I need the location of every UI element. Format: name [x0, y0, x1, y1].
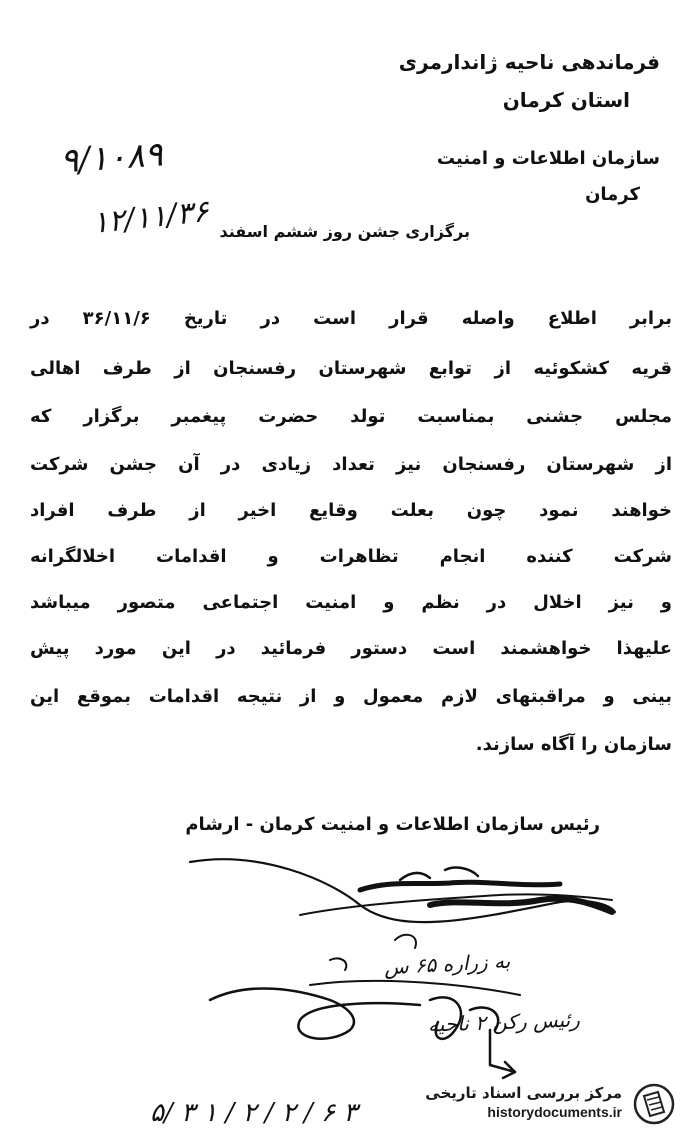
signature-title: رئیس سازمان اطلاعات و امنیت کرمان - ارشام	[185, 814, 600, 835]
body-line-10: سازمان را آگاه سازند.	[475, 734, 672, 755]
addressee-line-2: استان کرمان	[502, 88, 630, 112]
history-documents-logo-icon	[632, 1082, 676, 1126]
body-line-8: علیهذا خواهشمند است دستور فرمائید در این مورد پیش	[30, 638, 672, 659]
sender-line-1: سازمان اطلاعات و امنیت	[436, 148, 660, 169]
watermark-text-fa: مرکز بررسی اسناد تاریخی	[425, 1084, 622, 1102]
watermark-text-en: historydocuments.ir	[487, 1104, 622, 1120]
body-line-9: بینی و مراقبتهای لازم معمول و از نتیجه اقدامات بموقع این	[30, 686, 672, 707]
body-line-6: شرکت کننده انجام تظاهرات و اقدامات اخلالگرانه	[30, 546, 672, 567]
body-line-3: مجلس جشنی بمناسبت تولد حضرت پیغمبر برگزار که	[30, 406, 672, 427]
body-line-5: خواهند نمود چون بعلت وقایع اخیر از طرف افراد	[30, 500, 672, 521]
body-line-7: و نیز اخلال در نظم و امنیت اجتماعی متصور میباشد	[30, 592, 672, 613]
handwritten-letter-number: ۹/۱۰۸۹	[58, 134, 165, 182]
body-line-2: قریه کشکوئیه از توابع شهرستان رفسنجان از طرف اهالی	[30, 358, 672, 379]
handwritten-archive-code: ۵/ ۳ ۱ / ۲ / ۲ / ۶ ۳	[150, 1098, 358, 1128]
watermark	[380, 1082, 680, 1126]
addressee-line-1: فرماندهی ناحیه ژاندارمری	[398, 50, 660, 74]
body-line-4: از شهرستان رفسنجان نیز تعداد زیادی در آن جشن شرکت	[30, 454, 672, 475]
subject-line: برگزاری جشن روز ششم اسفند	[219, 222, 470, 241]
handwritten-annotation-1: به زراره ۶۵ س	[383, 948, 511, 980]
sender-line-2: کرمان	[585, 184, 640, 205]
body-line-1: برابر اطلاع واصله قرار است در تاریخ ۳۶/۱۱/۶ در	[30, 308, 673, 329]
handwritten-annotation-2: رئیس رکن ۲ ناحیه	[427, 1007, 581, 1037]
handwritten-date: ۱۲/۱۱/۳۶	[90, 193, 211, 242]
